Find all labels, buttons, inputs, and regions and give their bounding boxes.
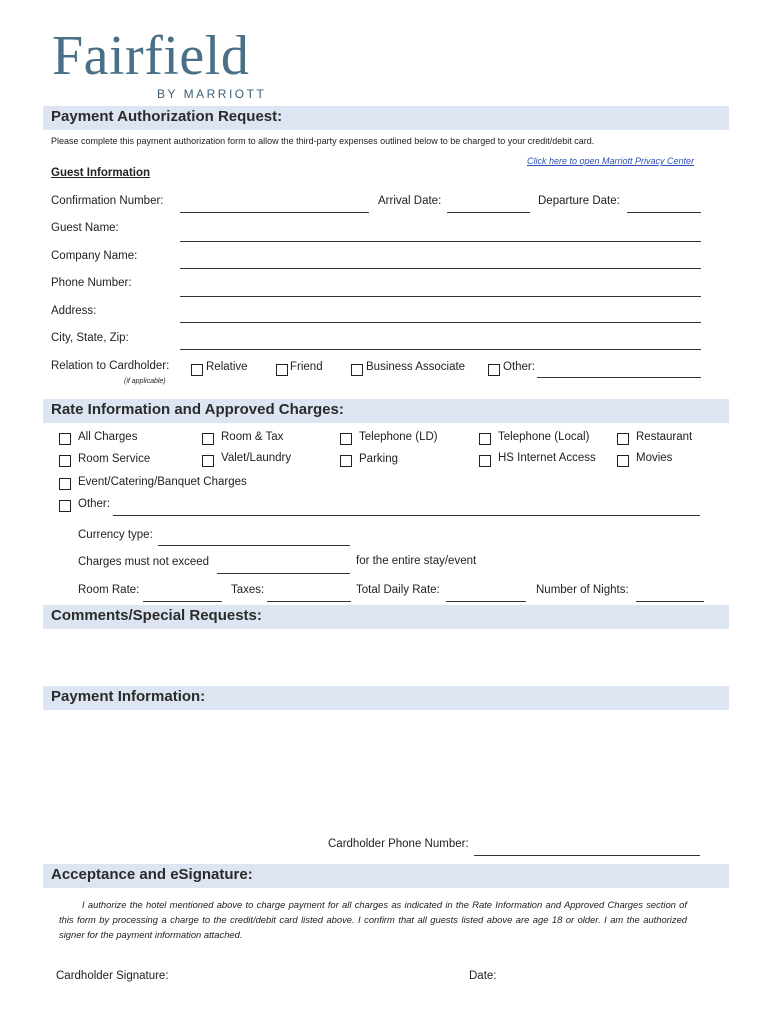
privacy-center-link[interactable]: Click here to open Marriott Privacy Center — [527, 156, 695, 166]
acceptance-title: Acceptance and eSignature: — [51, 866, 253, 883]
room-tax-label: Room & Tax — [221, 431, 284, 443]
guest-name-field[interactable] — [180, 241, 701, 242]
signature-date-label: Date: — [469, 970, 497, 982]
valet-laundry-label: Valet/Laundry — [221, 452, 292, 464]
room-service-checkbox[interactable] — [59, 455, 71, 467]
guest-name-label: Guest Name: — [51, 222, 119, 234]
relation-note: (if applicable) — [124, 378, 166, 385]
comments-header — [43, 605, 729, 629]
relative-label: Relative — [206, 361, 248, 373]
relation-other-checkbox[interactable] — [488, 364, 500, 376]
rate-information-header — [43, 399, 729, 423]
charges-other-label: Other: — [78, 498, 110, 510]
rate-information-title: Rate Information and Approved Charges: — [51, 401, 344, 418]
logo-wordmark: Fairfield — [52, 25, 250, 87]
arrival-date-field[interactable] — [447, 212, 530, 213]
intro-text: Please complete this payment authorization form to allow the third-party expenses outlined below to be charged to your credit/debit card. — [51, 136, 595, 146]
charges-other-field[interactable] — [113, 515, 700, 516]
phone-number-field[interactable] — [180, 296, 701, 297]
departure-date-field[interactable] — [627, 212, 701, 213]
hs-internet-checkbox[interactable] — [479, 455, 491, 467]
departure-date-label: Departure Date: — [538, 195, 620, 207]
business-associate-checkbox[interactable] — [351, 364, 363, 376]
movies-label: Movies — [636, 452, 673, 464]
city-state-zip-label: City, State, Zip: — [51, 332, 129, 344]
payment-information-title: Payment Information: — [51, 688, 206, 705]
address-field[interactable] — [180, 322, 701, 323]
event-catering-label: Event/Catering/Banquet Charges — [78, 476, 247, 488]
parking-checkbox[interactable] — [340, 455, 352, 467]
cardholder-signature-label: Cardholder Signature: — [56, 970, 169, 982]
charges-other-checkbox[interactable] — [59, 500, 71, 512]
total-daily-rate-field[interactable] — [446, 601, 526, 602]
relative-checkbox[interactable] — [191, 364, 203, 376]
room-tax-checkbox[interactable] — [202, 433, 214, 445]
confirmation-number-field[interactable] — [180, 212, 369, 213]
address-label: Address: — [51, 305, 97, 317]
friend-checkbox[interactable] — [276, 364, 288, 376]
relation-other-field[interactable] — [537, 377, 701, 378]
currency-type-label: Currency type: — [78, 529, 153, 541]
charges-not-exceed-field[interactable] — [217, 573, 350, 574]
event-catering-checkbox[interactable] — [59, 478, 71, 490]
payment-authorization-title: Payment Authorization Request: — [51, 108, 283, 125]
logo-subtitle: BY MARRIOTT — [157, 87, 267, 101]
total-daily-rate-label: Total Daily Rate: — [356, 584, 440, 596]
telephone-local-checkbox[interactable] — [479, 433, 491, 445]
hs-internet-label: HS Internet Access — [498, 452, 596, 464]
parking-label: Parking — [359, 453, 398, 465]
business-associate-label: Business Associate — [366, 361, 466, 373]
telephone-local-label: Telephone (Local) — [498, 431, 590, 443]
entire-stay-label: for the entire stay/event — [356, 555, 477, 567]
acceptance-header — [43, 864, 729, 888]
number-of-nights-field[interactable] — [636, 601, 704, 602]
restaurant-checkbox[interactable] — [617, 433, 629, 445]
restaurant-label: Restaurant — [636, 431, 693, 443]
number-of-nights-label: Number of Nights: — [536, 584, 629, 596]
company-name-label: Company Name: — [51, 250, 138, 262]
room-rate-label: Room Rate: — [78, 584, 140, 596]
movies-checkbox[interactable] — [617, 455, 629, 467]
room-service-label: Room Service — [78, 453, 151, 465]
relation-other-label: Other: — [503, 361, 535, 373]
arrival-date-label: Arrival Date: — [378, 195, 442, 207]
telephone-ld-label: Telephone (LD) — [359, 431, 438, 443]
relation-label: Relation to Cardholder: — [51, 360, 170, 372]
taxes-label: Taxes: — [231, 584, 265, 596]
friend-label: Friend — [290, 361, 323, 373]
telephone-ld-checkbox[interactable] — [340, 433, 352, 445]
all-charges-label: All Charges — [78, 431, 138, 443]
all-charges-checkbox[interactable] — [59, 433, 71, 445]
comments-title: Comments/Special Requests: — [51, 607, 262, 624]
taxes-field[interactable] — [267, 601, 351, 602]
charges-not-exceed-label: Charges must not exceed — [78, 556, 210, 568]
cardholder-phone-field[interactable] — [474, 855, 700, 856]
currency-type-field[interactable] — [158, 545, 350, 546]
fairfield-logo — [52, 25, 267, 101]
company-name-field[interactable] — [180, 268, 701, 269]
phone-number-label: Phone Number: — [51, 277, 132, 289]
guest-information-heading: Guest Information — [51, 167, 151, 179]
cardholder-phone-label: Cardholder Phone Number: — [328, 838, 469, 850]
payment-authorization-header — [43, 106, 729, 130]
valet-laundry-checkbox[interactable] — [202, 455, 214, 467]
room-rate-field[interactable] — [143, 601, 222, 602]
payment-information-header — [43, 686, 729, 710]
city-state-zip-field[interactable] — [180, 349, 701, 350]
authorization-paragraph: I authorize the hotel mentioned above to charge payment for all charges as indicated in the Rate Information and Approved Charges section of this form by processing a charge to the credit/debit card listed above. I confirm that all guests listed above are age 18 or older. I am the authorized signer for the payment information attached. — [59, 899, 687, 940]
confirmation-number-label: Confirmation Number: — [51, 195, 164, 207]
